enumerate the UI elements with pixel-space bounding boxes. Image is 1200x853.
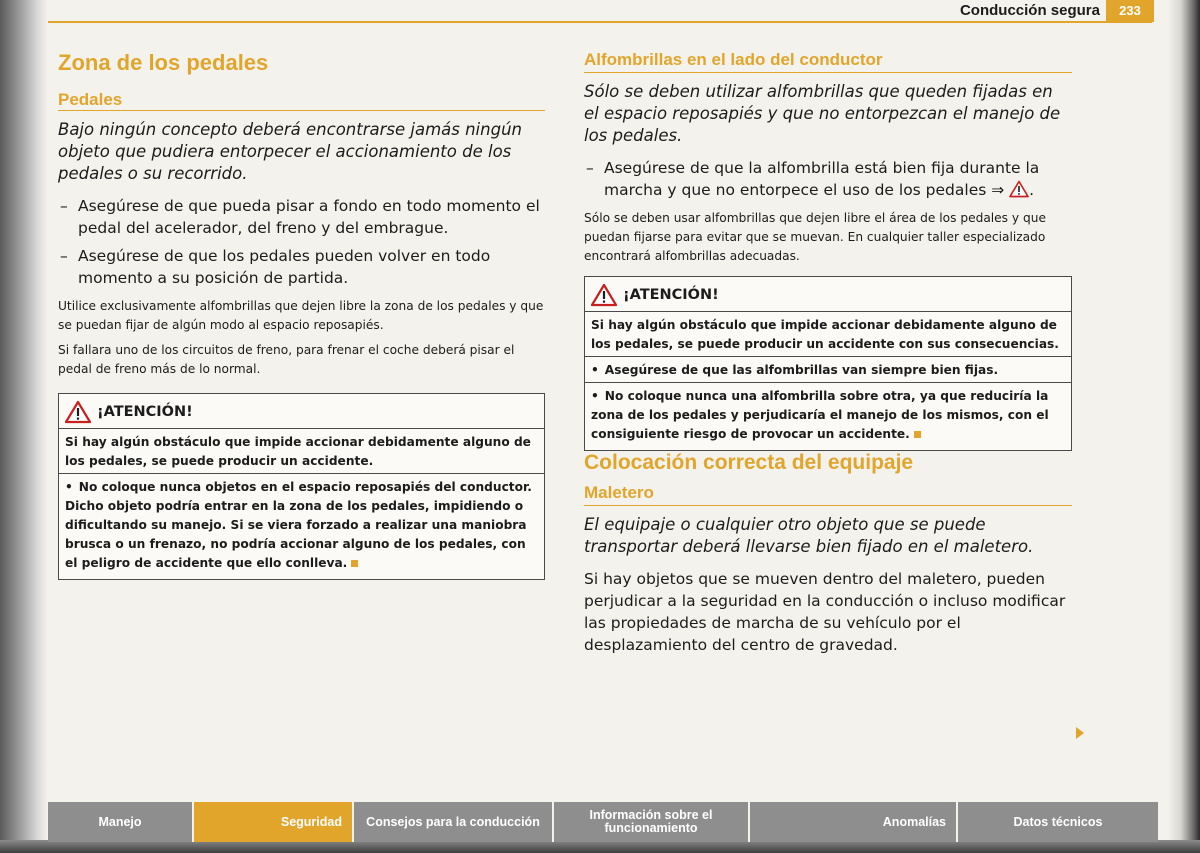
warning-box — [584, 276, 1072, 451]
section-title-zona-pedales: Zona de los pedales — [58, 50, 269, 75]
bullet-dot: • — [591, 363, 599, 377]
end-marker-icon — [914, 431, 921, 438]
continue-arrow-icon — [1076, 727, 1084, 739]
book-spine-right — [1168, 0, 1200, 853]
book-spine-left — [0, 0, 48, 853]
warning-bullet-text: No coloque nunca una alfombrilla sobre otra, ya que reduciría la zona de los pedales y perjudicaría el manejo de los mismos, con el consiguiente riesgo de provocar un accidente. — [591, 389, 1049, 441]
warning-bullet-text: No coloque nunca objetos en el espacio reposapiés del conductor. Dicho objeto podría entrar en la zona de los pedales, impidiendo o dificultando su manejo. Si se viera forzado a realizar una maniobra brusca o un frenazo, no podría accionar alguno de los pedales, con el peligro de accidente que ello conlleva. — [65, 480, 532, 570]
warning-box — [58, 393, 545, 580]
warning-body — [59, 429, 544, 579]
nav-tab-informacion[interactable]: Información sobre el funcionamiento — [554, 802, 750, 842]
nav-tab-manejo[interactable]: Manejo — [48, 802, 194, 842]
warning-bullet-text: Asegúrese de que las alfombrillas van siempre bien fijas. — [604, 363, 999, 377]
instruction-list — [584, 157, 1072, 201]
warning-body — [585, 312, 1071, 450]
subsection-title-maletero: Maletero — [584, 483, 1072, 506]
page-number: 233 — [1106, 0, 1154, 22]
warning-triangle-icon — [65, 400, 91, 424]
instruction-list — [58, 195, 545, 289]
chapter-navigation-bar — [48, 802, 1158, 842]
header-rule — [48, 21, 1152, 23]
left-column — [58, 30, 545, 580]
warning-triangle-icon — [591, 283, 617, 307]
warning-title: ¡ATENCIÓN! — [97, 404, 193, 420]
section-title-equipaje: Colocación correcta del equipaje — [584, 451, 914, 474]
right-column — [584, 30, 1072, 656]
body-paragraph: Sólo se deben usar alfombrillas que dejen libre el área de los pedales y que puedan fijarse para evitar que se muevan. En cualquier taller especializado encontrará alfombrillas adecuadas. — [584, 211, 1046, 263]
nav-tab-anomalias[interactable]: Anomalías — [750, 802, 958, 842]
bullet-dot: • — [65, 480, 73, 494]
body-paragraph: Utilice exclusivamente alfombrillas que dejen libre la zona de los pedales y que se puedan fijar de algún modo al espacio reposapiés. — [58, 299, 544, 332]
warning-bullet — [59, 473, 544, 575]
body-paragraph: Si fallara uno de los circuitos de freno, para frenar el coche deberá pisar el pedal de freno más de lo normal. — [58, 343, 515, 376]
bullet-dot: • — [591, 389, 599, 403]
section-title-alfombrillas: Alfombrillas en el lado del conductor — [584, 50, 1072, 73]
warning-triangle-icon — [1009, 180, 1029, 198]
list-item: – Asegúrese de que pueda pisar a fondo en todo momento el pedal del acelerador, del freno y del embrague. — [58, 195, 545, 239]
warning-header — [585, 277, 1071, 312]
intro-paragraph: Bajo ningún concepto deberá encontrarse jamás ningún objeto que pudiera entorpecer el accionamiento de los pedales o su recorrido. — [58, 120, 522, 183]
list-item: – Asegúrese de que los pedales pueden volver en todo momento a su posición de partida. — [58, 245, 545, 289]
warning-title: ¡ATENCIÓN! — [623, 287, 719, 303]
end-marker-icon — [351, 560, 358, 567]
warning-header — [59, 394, 544, 429]
intro-paragraph: El equipaje o cualquier otro objeto que se puede transportar deberá llevarse bien fijado en el maletero. — [584, 515, 1034, 556]
running-header-title: Conducción segura — [959, 2, 1100, 19]
warning-bullet — [585, 382, 1071, 446]
intro-paragraph: Sólo se deben utilizar alfombrillas que queden fijadas en el espacio reposapiés y que no entorpezcan el manejo de los pedales. — [584, 82, 1061, 145]
nav-tab-datos-tecnicos[interactable]: Datos técnicos — [1013, 814, 1103, 829]
list-item-text: Asegúrese de que la alfombrilla está bien fija durante la marcha y que no entorpece el uso de los pedales ⇒ — [604, 159, 1040, 199]
nav-tab-consejos[interactable]: Consejos para la conducción — [354, 802, 554, 842]
body-paragraph: Si hay objetos que se mueven dentro del maletero, pueden perjudicar a la seguridad en la conducción o incluso modificar las propiedades de marcha de su vehículo por el desplazamiento del centro de gravedad. — [584, 570, 1066, 654]
warning-bullet — [585, 356, 1071, 382]
list-item: – Asegúrese de que la alfombrilla está bien fija durante la marcha y que no entorpece el uso de los pedales ⇒ . — [584, 157, 1072, 201]
warning-text: Si hay algún obstáculo que impide accionar debidamente alguno de los pedales, se puede producir un accidente. — [65, 435, 531, 468]
warning-text: Si hay algún obstáculo que impide accionar debidamente alguno de los pedales, se puede producir un accidente con sus consecuencias. — [591, 318, 1059, 351]
nav-tab-seguridad[interactable]: Seguridad — [194, 802, 354, 842]
subsection-title-pedales: Pedales — [58, 90, 545, 111]
